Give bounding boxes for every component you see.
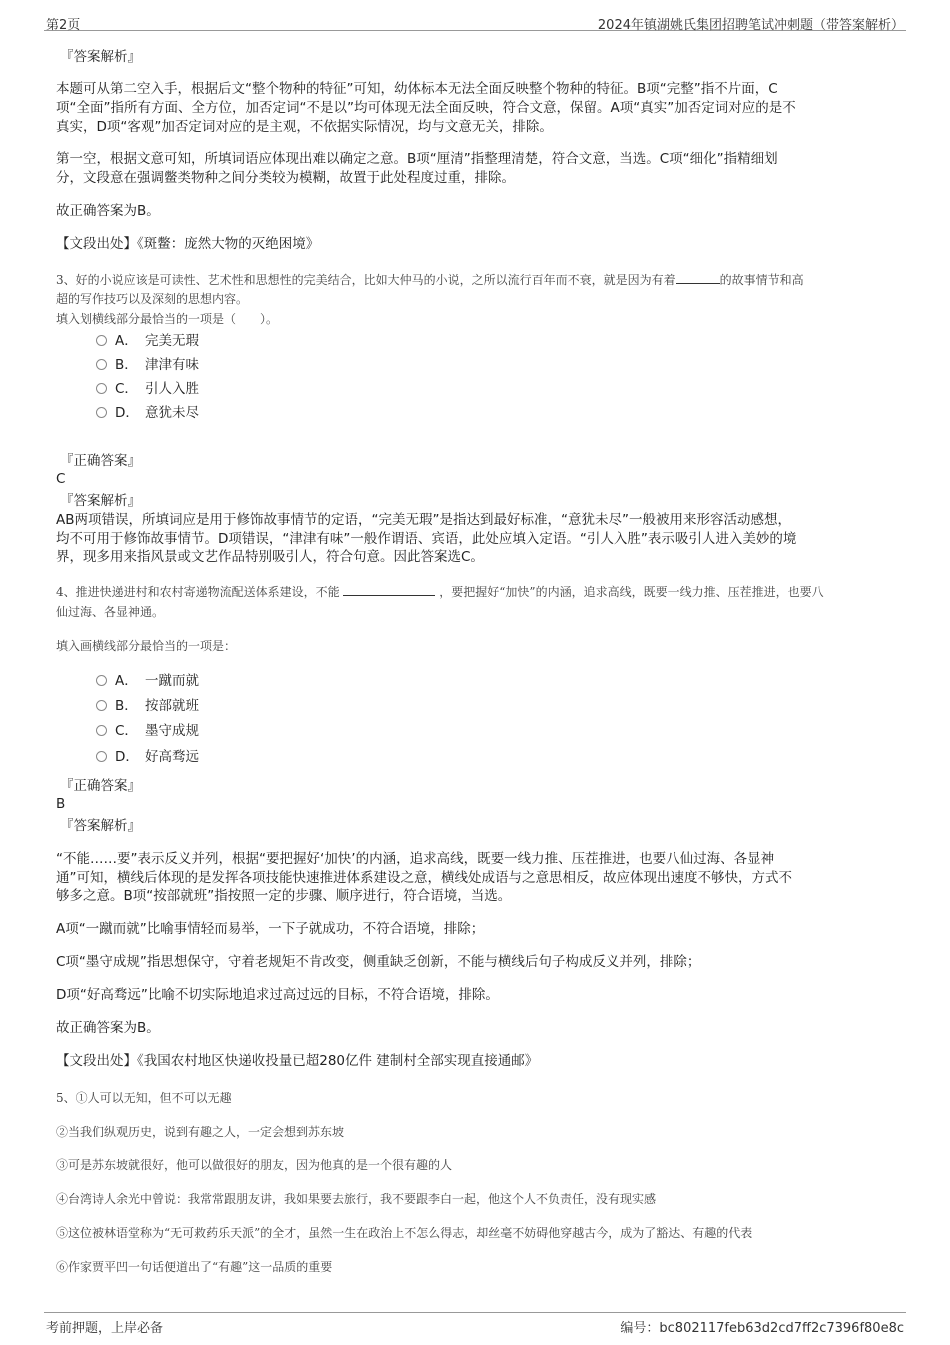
- analysis-text: 分，文段意在强调鳖类物种之间分类较为模糊，故置于此处程度过重，排除。: [56, 170, 515, 186]
- radio-icon[interactable]: [96, 700, 107, 711]
- page-header: [44, 8, 906, 31]
- option-b[interactable]: B． 按部就班: [96, 695, 199, 717]
- option-c[interactable]: C． 墨守成规: [96, 720, 199, 742]
- radio-icon[interactable]: [96, 725, 107, 736]
- analysis-text: 项“全面”指所有方面、全方位，加否定词“不是以”均可体现无法全面反映，符合文意，保留。A项“真实”加否定词对应的是不: [56, 100, 796, 116]
- correct-answer: B: [56, 796, 66, 812]
- page-number: 第2页: [46, 18, 81, 33]
- document-id: 编号：bc802117feb63d2cd7ff2c7396f80e8c: [620, 1321, 904, 1336]
- analysis-text: 够多之意。B项“按部就班”指按照一定的步骤、顺序进行，符合语境，当选。: [56, 888, 512, 904]
- question-stem: 超的写作技巧以及深刻的思想内容。: [56, 292, 249, 306]
- source-text: 【文段出处】《我国农村地区快递收投量已超280亿件 建制村全部实现直接通邮》: [56, 1053, 539, 1069]
- source-text: 【文段出处】《斑鳖：庞然大物的灭绝困境》: [56, 236, 320, 252]
- analysis-text: D项“好高骛远”比喻不切实际地追求过高过远的目标，不符合语境，排除。: [56, 987, 499, 1003]
- conclusion-text: 故正确答案为B。: [56, 1020, 160, 1036]
- analysis-text: C项“墨守成规”指思想保守，守着老规矩不肯改变，侧重缺乏创新，不能与横线后句子构成反义并列，排除；: [56, 954, 701, 970]
- answer-analysis-label: 『答案解析』: [60, 49, 141, 65]
- question-sentence: ④台湾诗人余光中曾说：我常常跟朋友讲，我如果要去旅行，我不要跟李白一起，他这个人不负责任，没有现实感: [56, 1192, 657, 1206]
- radio-icon[interactable]: [96, 407, 107, 418]
- option-c[interactable]: C． 引人入胜: [96, 378, 199, 400]
- answer-analysis-label: 『答案解析』: [60, 818, 141, 834]
- footer-slogan: 考前押题，上岸必备: [46, 1321, 164, 1336]
- question-instruction: 填入划横线部分最恰当的一项是（ ）。: [56, 312, 279, 326]
- question-stem: 仙过海、各显神通。: [56, 605, 165, 619]
- question-sentence: ⑥作家贾平凹一句话便道出了“有趣”这一品质的重要: [56, 1260, 333, 1274]
- question-instruction: 填入画横线部分最恰当的一项是：: [56, 639, 237, 653]
- correct-answer-label: 『正确答案』: [60, 453, 141, 469]
- analysis-text: 真实，D项“客观”加否定词对应的是主观，不依据实际情况，均与文意无关，排除。: [56, 119, 553, 135]
- answer-analysis-label: 『答案解析』: [60, 493, 141, 509]
- analysis-text: 本题可从第二空入手，根据后文“整个物种的特征”可知，幼体标本无法全面反映整个物种的特征。B项“完整”指不片面，C: [56, 81, 778, 97]
- correct-answer-label: 『正确答案』: [60, 778, 141, 794]
- option-d[interactable]: D． 好高骛远: [96, 746, 199, 768]
- document-title: 2024年镇湖姚氏集团招聘笔试冲刺题（带答案解析）: [597, 18, 904, 33]
- option-a[interactable]: A． 完美无瑕: [96, 330, 199, 352]
- analysis-text: 通”可知，横线后体现的是发挥各项技能快速推进体系建设之意，横线处成语与之意思相反，故应体现出速度不够快，方式不: [56, 870, 792, 886]
- radio-icon[interactable]: [96, 751, 107, 762]
- option-a[interactable]: A． 一蹴而就: [96, 670, 199, 692]
- analysis-text: 第一空，根据文意可知，所填词语应体现出难以确定之意。B项“厘清”指整理清楚，符合文意，当选。C项“细化”指精细划: [56, 151, 778, 167]
- analysis-text: AB两项错误，所填词应是用于修饰故事情节的定语，“完美无瑕”是指达到最好标准，“意犹未尽”一般被用来形容活动感想，: [56, 512, 791, 528]
- question-sentence: ⑤这位被林语堂称为“无可救药乐天派”的全才，虽然一生在政治上不怎么得志，却丝毫不妨碍他穿越古今，成为了豁达、有趣的代表: [56, 1226, 753, 1240]
- option-d[interactable]: D． 意犹未尽: [96, 402, 199, 424]
- fill-blank: [343, 583, 435, 596]
- option-b[interactable]: B． 津津有味: [96, 354, 199, 376]
- page-footer: [44, 1312, 906, 1343]
- analysis-text: “不能……要”表示反义并列，根据“要把握好‘加快’的内涵，追求高线，既要一线力推、压茬推进，也要八仙过海、各显神: [56, 851, 775, 867]
- correct-answer: C: [56, 471, 66, 487]
- question-sentence: ③可是苏东坡就很好，他可以做很好的朋友，因为他真的是一个很有趣的人: [56, 1158, 453, 1172]
- analysis-text: 界，现多用来指风景或文艺作品特别吸引人，符合句意。因此答案选C。: [56, 549, 484, 565]
- fill-blank: [676, 271, 720, 284]
- radio-icon[interactable]: [96, 383, 107, 394]
- radio-icon[interactable]: [96, 675, 107, 686]
- conclusion-text: 故正确答案为B。: [56, 203, 160, 219]
- analysis-text: 均不可用于修饰故事情节。D项错误，“津津有味”一般作谓语、宾语，此处应填入定语。“引人入胜”表示吸引人进入美妙的境: [56, 531, 797, 547]
- question-sentence: ②当我们纵观历史，说到有趣之人，一定会想到苏东坡: [56, 1125, 345, 1139]
- radio-icon[interactable]: [96, 359, 107, 370]
- question-stem: 4、推进快递进村和农村寄递物流配送体系建设，不能 ，要把握好“加快”的内涵，追求高线，既要一线力推、压茬推进，也要八: [56, 585, 824, 599]
- question-stem: 3、好的小说应该是可读性、艺术性和思想性的完美结合，比如大仲马的小说，之所以流行百年而不衰，就是因为有着 的故事情节和高: [56, 273, 804, 287]
- radio-icon[interactable]: [96, 335, 107, 346]
- question-sentence: 5、①人可以无知，但不可以无趣: [56, 1091, 232, 1105]
- analysis-text: A项“一蹴而就”比喻事情轻而易举，一下子就成功，不符合语境，排除；: [56, 921, 485, 937]
